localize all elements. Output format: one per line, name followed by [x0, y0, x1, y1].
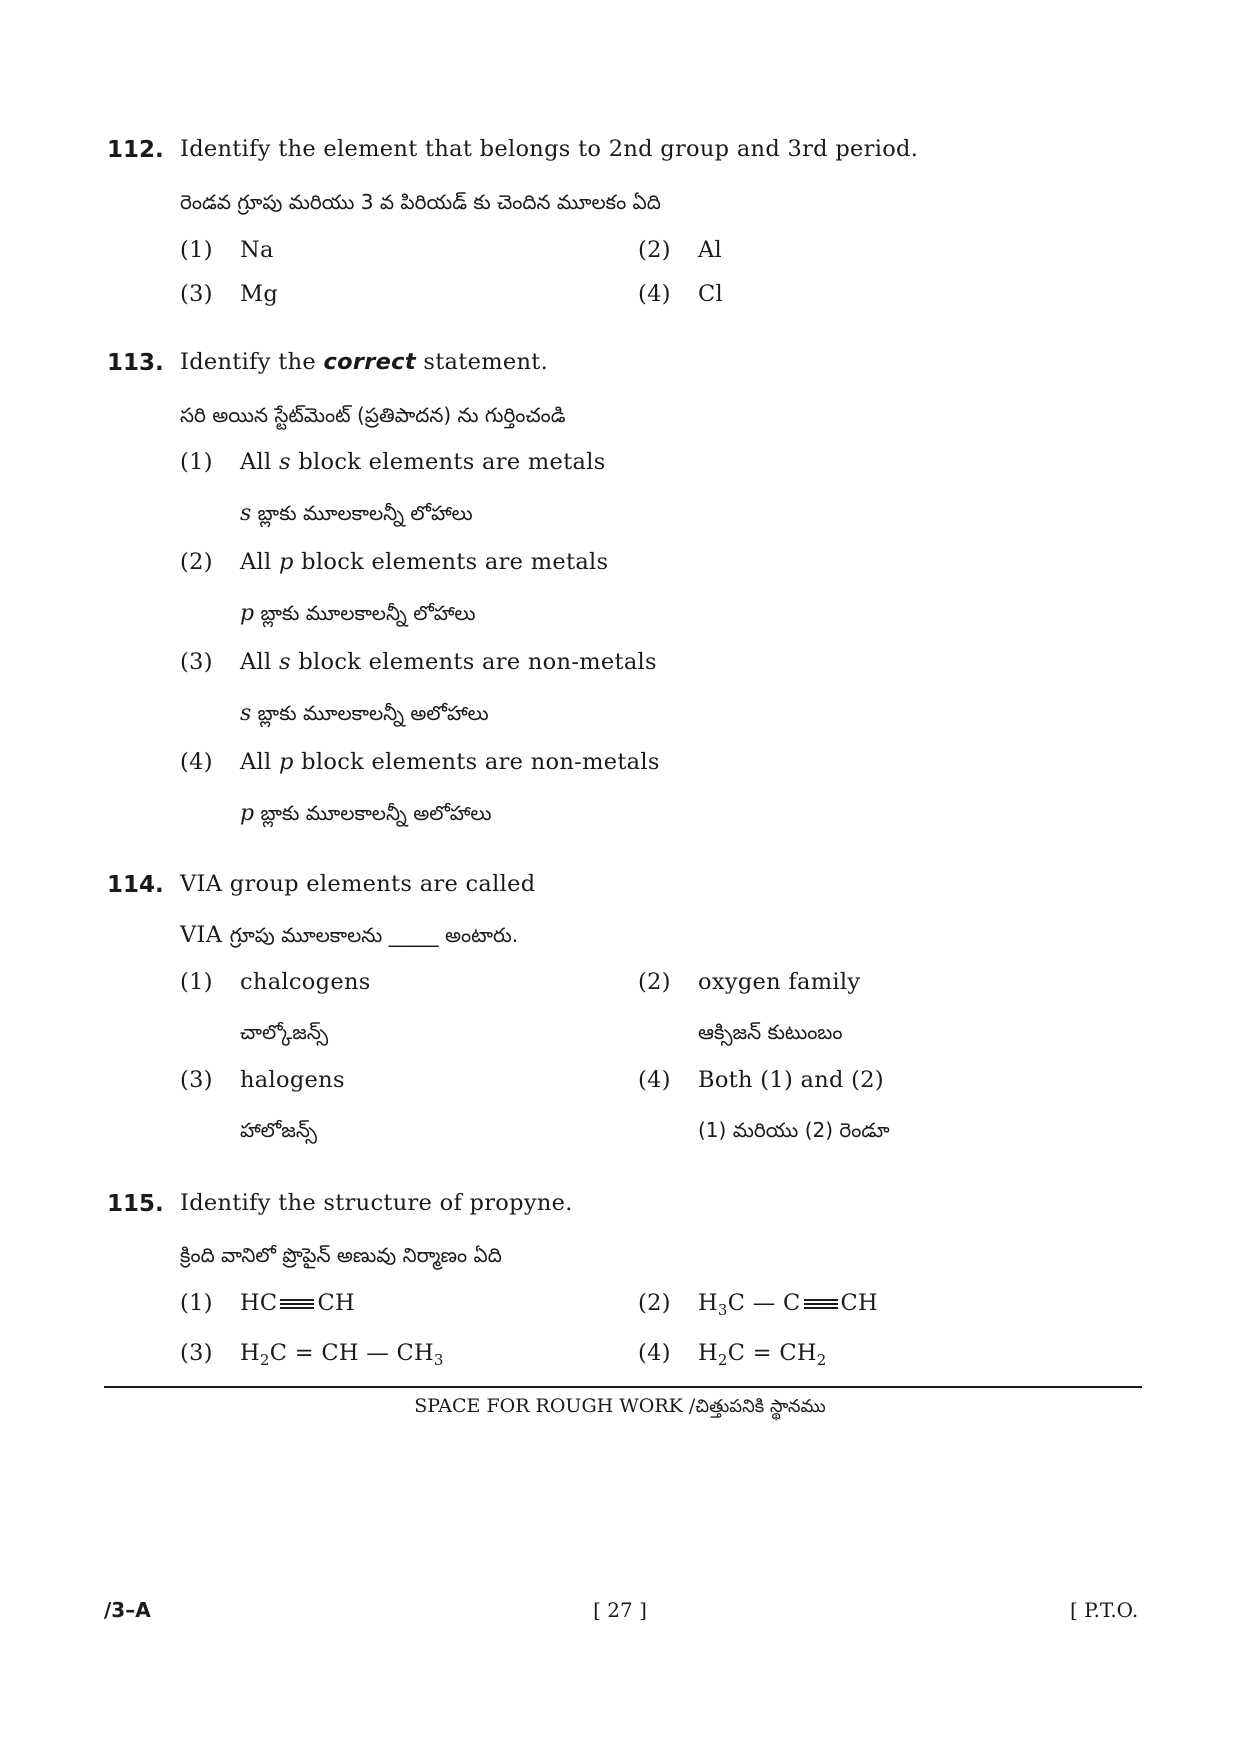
question-text-te: సరి అయిన స్టేట్‌మెంట్ (ప్రతిపాదన) ను గుర్తించండి: [180, 403, 566, 427]
option-text-te: (1) మరియు (2) రెండూ: [698, 1118, 890, 1142]
option-number: (4): [638, 1340, 671, 1366]
option-number: (3): [180, 1340, 213, 1366]
option-number: (2): [180, 549, 213, 575]
question-text-te: క్రింది వానిలో ప్రొపైన్ అణువు నిర్మాణం ఏది: [180, 1243, 502, 1267]
page-number: [ 27 ]: [593, 1598, 647, 1622]
option-number: (3): [180, 281, 213, 307]
rough-work-label: SPACE FOR ROUGH WORK /చిత్తుపనికి స్థానము: [414, 1395, 826, 1417]
option-text-te: s బ్లాకు మూలకాలన్నీ అలోహాలు: [240, 701, 489, 726]
option-number: (4): [180, 749, 213, 775]
option-formula: $H_3C$ — C CH: [698, 1290, 878, 1319]
option-formula: $H_2C$ = CH — $CH_3$: [240, 1340, 444, 1369]
option-text: All s block elements are metals: [240, 449, 606, 475]
option-text-te: p బ్లాకు మూలకాలన్నీ లోహాలు: [240, 601, 476, 626]
question-number: 114.: [107, 872, 164, 898]
option-text: Al: [698, 237, 723, 263]
option-text-te: s బ్లాకు మూలకాలన్నీ లోహాలు: [240, 501, 473, 526]
option-text: All p block elements are metals: [240, 549, 609, 575]
option-formula: HC CH: [240, 1290, 355, 1316]
option-text: Both (1) and (2): [698, 1067, 884, 1093]
question-text-en: VIA group elements are called: [180, 871, 536, 897]
option-number: (2): [638, 969, 671, 995]
question-text-te: VIA గ్రూపు మూలకాలను _____ అంటారు.: [180, 922, 519, 948]
option-text-te: హాలోజన్స్: [240, 1118, 318, 1142]
option-number: (3): [180, 649, 213, 675]
option-number: (4): [638, 1067, 671, 1093]
option-number: (1): [180, 969, 213, 995]
option-number: (1): [180, 237, 213, 263]
triple-bond-icon: [804, 1299, 838, 1309]
question-text-en: Identify the correct statement.: [180, 349, 549, 375]
option-text: halogens: [240, 1067, 345, 1093]
option-text: Cl: [698, 281, 724, 307]
option-number: (1): [180, 1290, 213, 1316]
option-text: chalcogens: [240, 969, 371, 995]
triple-bond-icon: [280, 1299, 314, 1309]
question-number: 115.: [107, 1191, 164, 1217]
option-number: (2): [638, 237, 671, 263]
question-text-te: రెండవ గ్రూపు మరియు 3 వ పిరియడ్ కు చెందిన మూలకం ఏది: [180, 190, 661, 214]
option-text: Na: [240, 237, 274, 263]
question-number: 113.: [107, 350, 164, 376]
option-number: (4): [638, 281, 671, 307]
divider: [104, 1386, 1142, 1388]
question-number: 112.: [107, 137, 164, 163]
option-text: oxygen family: [698, 969, 861, 995]
option-number: (1): [180, 449, 213, 475]
option-number: (2): [638, 1290, 671, 1316]
option-text: All s block elements are non-metals: [240, 649, 657, 675]
option-text: All p block elements are non-metals: [240, 749, 660, 775]
option-text-te: ఆక్సిజన్ కుటుంబం: [698, 1020, 843, 1044]
paper-code: /3–A: [104, 1598, 151, 1622]
please-turn-over: [ P.T.O.: [1070, 1598, 1139, 1622]
option-text: Mg: [240, 281, 279, 307]
question-text-en: Identify the structure of propyne.: [180, 1190, 573, 1216]
option-number: (3): [180, 1067, 213, 1093]
option-text-te: చాల్కోజన్స్: [240, 1020, 329, 1044]
question-text-en: Identify the element that belongs to 2nd group and 3rd period.: [180, 136, 919, 162]
option-formula: $H_2C = CH_2$: [698, 1340, 827, 1369]
option-text-te: p బ్లాకు మూలకాలన్నీ అలోహాలు: [240, 801, 492, 826]
